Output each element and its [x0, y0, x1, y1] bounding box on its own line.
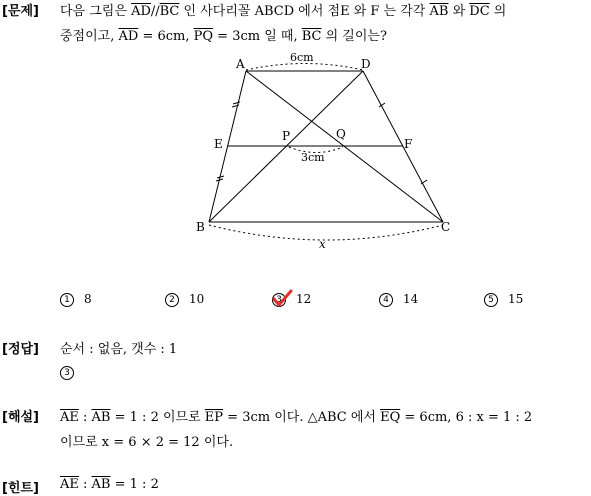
- choice-2[interactable]: [165, 292, 204, 307]
- choice-value-3: 12: [296, 292, 312, 306]
- answer-line-1: 순서 : 없음, 갯수 : 1: [60, 342, 178, 357]
- label-q: Q: [336, 127, 346, 141]
- check-mark-icon: [272, 289, 294, 309]
- choice-number-5: 5: [484, 293, 498, 307]
- label-bottom-length: x: [319, 237, 326, 251]
- answer-tag: [정답]: [2, 342, 39, 357]
- choice-4[interactable]: [379, 292, 418, 307]
- label-top-length: 6cm: [290, 51, 314, 64]
- choice-number-3: 3: [272, 293, 286, 307]
- label-pq-length: 3cm: [301, 151, 325, 164]
- choice-number-1: 1: [60, 293, 74, 307]
- arc-bc: [209, 225, 443, 240]
- hint-line: $\overline{AE}$ : $\overline{AB} = 1$ : 2: [60, 477, 159, 492]
- label-p: P: [282, 129, 291, 143]
- choice-value-2: 10: [189, 292, 205, 306]
- label-d: D: [361, 57, 371, 71]
- answer-mark: [60, 362, 84, 381]
- label-e: E: [214, 137, 223, 151]
- choice-5[interactable]: [484, 292, 523, 307]
- label-a: A: [236, 57, 245, 71]
- problem-line-1: 다음 그림은 $\overline{AD}//\overline{BC}$ 인 사다리꼴 ABCD 에서 점E 와 F 는 각각 $\overline{AB}$ 와 $\overline{DC}$ 의: [60, 4, 507, 19]
- label-c: C: [441, 220, 451, 234]
- choice-value-4: 14: [403, 292, 419, 306]
- tick-ae-2: [232, 105, 239, 107]
- choice-number-4: 4: [379, 293, 393, 307]
- answer-choice-number: 3: [60, 366, 74, 380]
- tick-ae-1: [233, 102, 240, 104]
- hint-tag: [힌트]: [2, 481, 39, 496]
- label-f: F: [404, 137, 413, 151]
- solution-tag: [해설]: [2, 410, 39, 425]
- problem-line-2: 중점이고, $\overline{AD} = 6cm$, $\overline{PQ} = 3cm$ 일 때, $\overline{BC}$ 의 길이는?: [60, 29, 387, 44]
- choice-value-5: 15: [508, 292, 524, 306]
- problem-tag: [문제]: [2, 4, 39, 19]
- solution-line-1: $\overline{AE}$ : $\overline{AB} = 1$ : 2 이므로 $\overline{EP} = 3cm$ 이다. △ABC 에서 $\overline{EQ} = 6cm$, 6 : x = 1 : 2: [60, 410, 533, 425]
- choice-1[interactable]: [60, 292, 92, 307]
- arc-ad: [246, 64, 363, 71]
- choice-value-1: 8: [84, 292, 92, 306]
- label-b: B: [196, 220, 205, 234]
- solution-line-2: 이므로 x = 6 × 2 = 12 이다.: [60, 435, 234, 450]
- choice-number-2: 2: [165, 293, 179, 307]
